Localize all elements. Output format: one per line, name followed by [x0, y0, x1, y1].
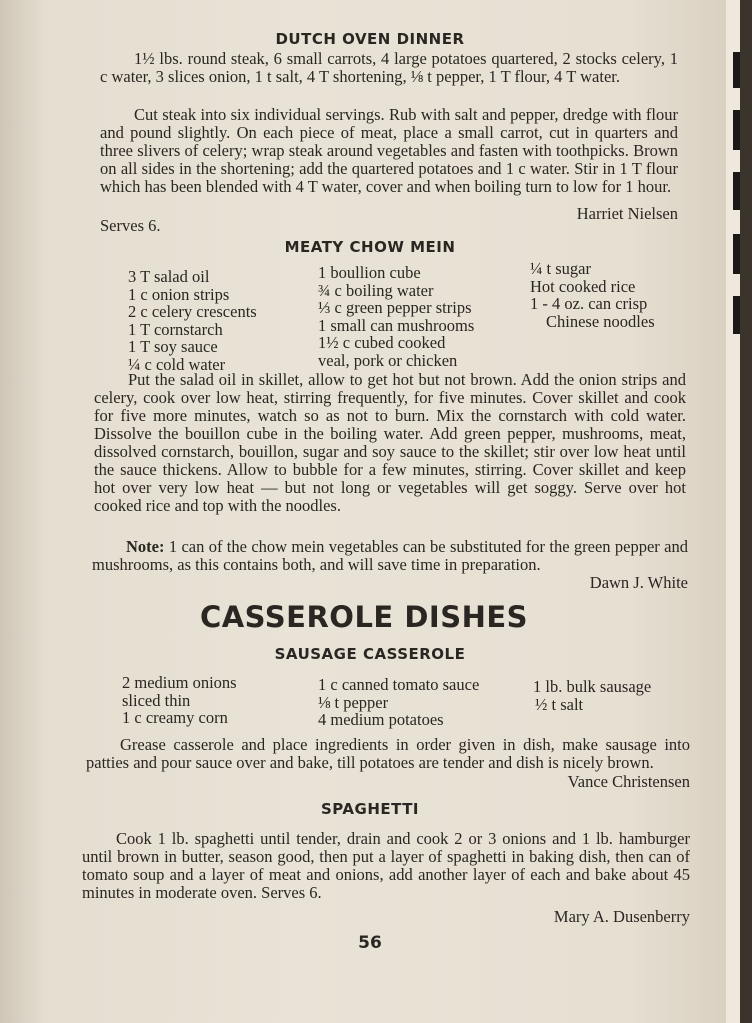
- recipe-title-sausage: SAUSAGE CASSEROLE: [274, 645, 466, 663]
- ingredient: ¼ c cold water: [128, 354, 226, 374]
- recipe-title-dutch-oven: DUTCH OVEN DINNER: [275, 30, 465, 48]
- recipe-title-chow-mein: MEATY CHOW MEIN: [284, 238, 456, 256]
- ingredient: 4 medium potatoes: [318, 710, 444, 729]
- ingredient: 3 T salad oil: [128, 267, 210, 286]
- ingredient: ½ t salt: [535, 694, 584, 714]
- ingredient: 1 c creamy corn: [122, 708, 228, 727]
- ingredient: sliced thin: [122, 690, 191, 710]
- sausage-ingredients-col1: [122, 674, 237, 727]
- chow-mein-author: Dawn J. White: [589, 573, 688, 592]
- ingredient: ¼ t sugar: [530, 259, 591, 278]
- chow-mein-note: Note: 1 can of the chow mein vegetables can be substituted for the green pepper and mushrooms, as this contains both, and will save time in preparation.: [92, 537, 688, 574]
- sausage-ingredients-col3: [533, 678, 651, 713]
- ingredient: Chinese noodles: [546, 311, 655, 331]
- dutch-oven-author: Harriet Nielsen: [576, 204, 678, 223]
- ingredient: 1 c onion strips: [128, 284, 230, 304]
- ingredient: 2 medium onions: [122, 673, 237, 692]
- dutch-oven-serves: Serves 6.: [100, 216, 161, 235]
- page-number: 56: [358, 933, 382, 953]
- ingredient: 1 lb. bulk sausage: [533, 677, 652, 696]
- ingredient: veal, pork or chicken: [318, 350, 458, 370]
- ingredient: 1 c canned tomato sauce: [318, 675, 480, 694]
- spaghetti-directions: Cook 1 lb. spaghetti until tender, drain and cook 2 or 3 onions and 1 lb. hamburger until brown in butter, season good, then put a layer of spaghetti in baking dish, then can of tomato soup and a layer of meat and onions, add another layer of each and bake about 45 minutes in moderate oven. Serves 6.: [82, 829, 690, 902]
- ingredient: 2 c celery crescents: [128, 302, 257, 321]
- ingredient: 1½ c cubed cooked: [318, 333, 446, 352]
- ingredient: 1 - 4 oz. can crisp: [530, 294, 648, 313]
- dutch-oven-directions: Cut steak into six individual servings. Rub with salt and pepper, dredge with flour and pound slightly. On each piece of meat, place a small carrot, cut in quarters and three slivers of celery; wrap steak around vegetables and fasten with toothpicks. Brown on all sides in the shortening; add the quartered potatoes and 1 c water. Stir in 1 T flour which has been blended with 4 T water, cover and when boiling turn to low for 1 hour.: [100, 105, 678, 196]
- chow-mein-directions: Put the salad oil in skillet, allow to get hot but not brown. Add the onion strips and celery, cook over low heat, stirring frequently, for five minutes. Cover skillet and cook for five more minutes, watch so as not to burn. Mix the cornstarch with cold water. Dissolve the bouillon cube in the boiling water. Add green pepper, mushrooms, meat, dissolved cornstarch, bouillon, sugar and soy sauce to the skillet; stir over low heat until the sauce thickens. Allow to bubble for a few minutes, stirring. Cover skillet and keep hot over very low heat — but not long or vegetables will get soggy. Serve over hot cooked rice and top with the noodles.: [94, 370, 686, 515]
- note-label: Note:: [126, 537, 165, 556]
- ingredient: 1 small can mushrooms: [318, 315, 475, 335]
- ingredient: ¾ c boiling water: [318, 280, 434, 300]
- ingredient: Hot cooked rice: [530, 276, 636, 296]
- chow-mein-ingredients-col3: [530, 260, 655, 330]
- sausage-author: Vance Christensen: [567, 772, 690, 791]
- recipe-title-spaghetti: SPAGHETTI: [320, 800, 420, 818]
- ingredient: ⅛ t pepper: [318, 692, 389, 712]
- section-title: CASSEROLE DISHES: [199, 600, 529, 634]
- chow-mein-ingredients-col1: [128, 268, 257, 373]
- ingredient: ⅓ c green pepper strips: [318, 298, 472, 317]
- chow-mein-ingredients-col2: [318, 264, 474, 369]
- sausage-ingredients-col2: [318, 676, 479, 729]
- ingredient: 1 T cornstarch: [128, 319, 223, 339]
- spaghetti-author: Mary A. Dusenberry: [553, 907, 690, 926]
- sausage-directions: Grease casserole and place ingredients in order given in dish, make sausage into patties and pour sauce over and bake, till potatoes are tender and dish is nicely brown.: [86, 735, 690, 772]
- dutch-oven-ingredients: 1½ lbs. round steak, 6 small carrots, 4 large potatoes quartered, 2 stocks celery, 1 c water, 3 slices onion, 1 t salt, 4 T shortening, ⅛ t pepper, 1 T flour, 4 T water.: [100, 49, 678, 86]
- ingredient: 1 boullion cube: [318, 263, 421, 282]
- ingredient: 1 T soy sauce: [128, 337, 218, 356]
